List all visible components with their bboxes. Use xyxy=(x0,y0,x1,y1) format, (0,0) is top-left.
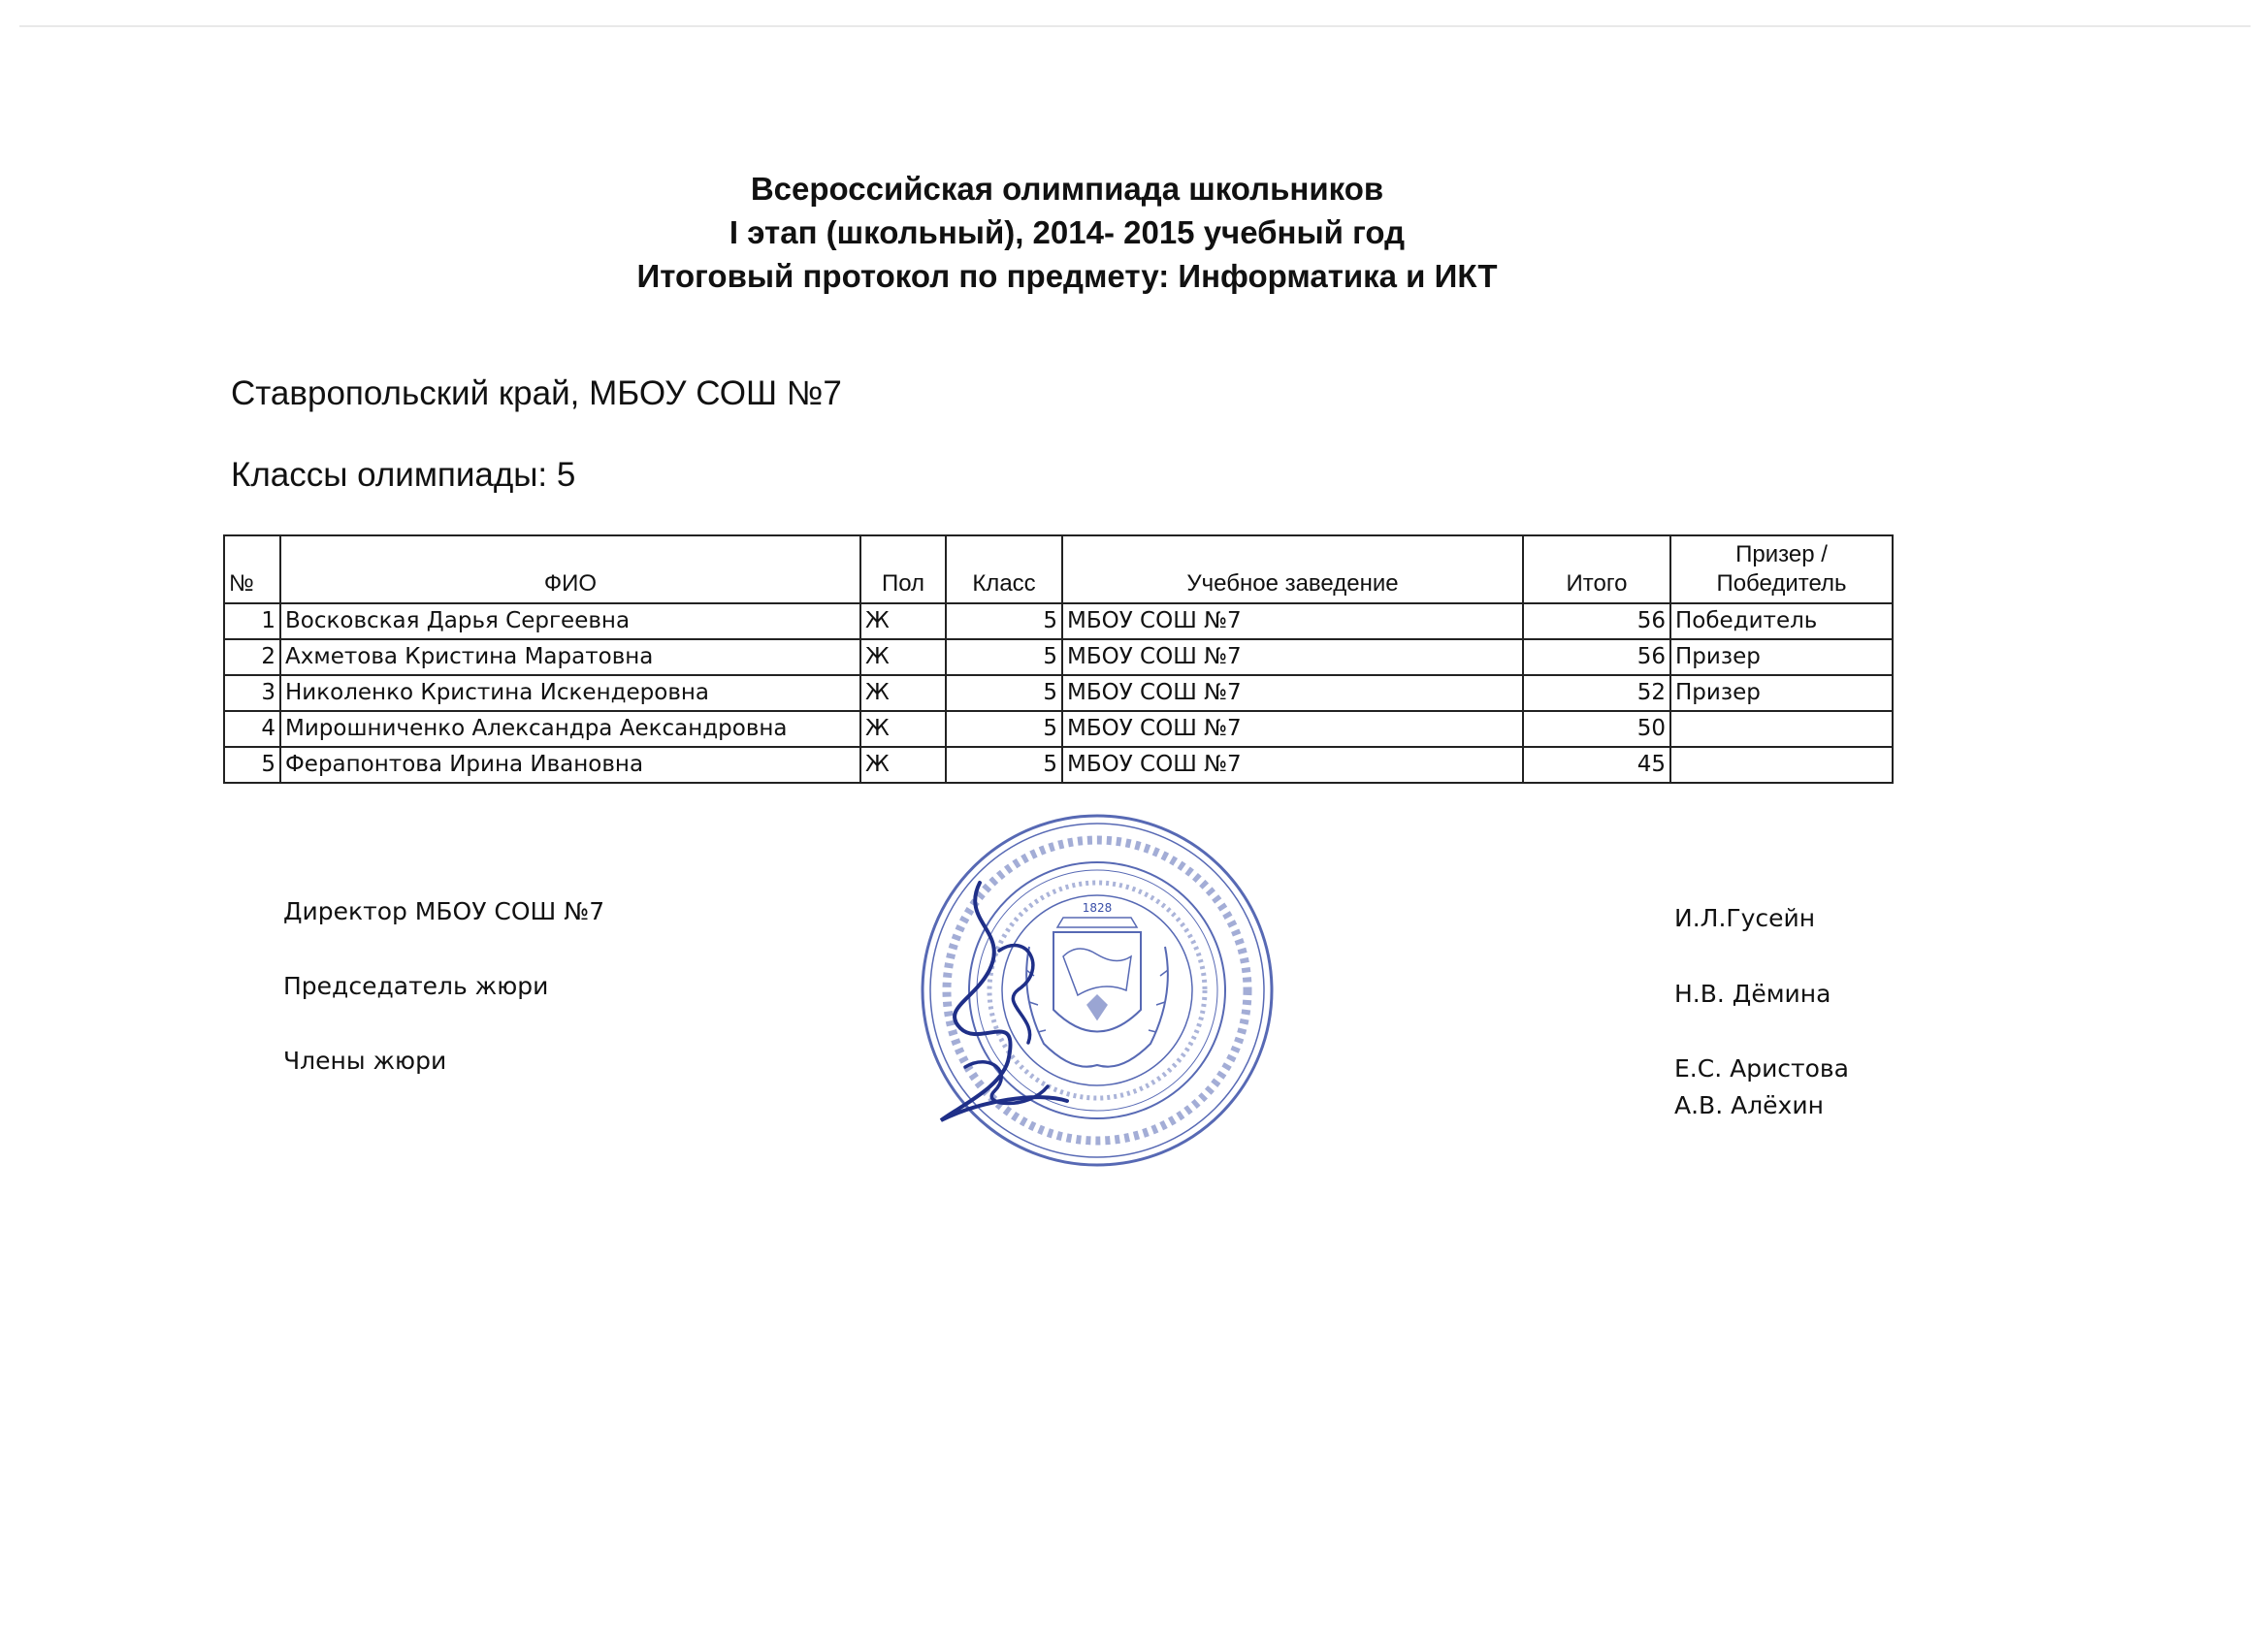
cell-grade: 5 xyxy=(946,639,1062,675)
jury-member-2-name: А.В. Алёхин xyxy=(1674,1091,1824,1119)
cell-num: 3 xyxy=(224,675,280,711)
jury-member-1-name: Е.С. Аристова xyxy=(1674,1054,1849,1083)
scan-edge xyxy=(19,25,2251,27)
director-name: И.Л.Гусейн xyxy=(1674,904,1816,932)
cell-num: 5 xyxy=(224,747,280,783)
cell-status: Победитель xyxy=(1670,603,1893,639)
cell-total: 56 xyxy=(1523,639,1670,675)
table-header-row xyxy=(224,535,1893,603)
table-row xyxy=(224,675,1893,711)
cell-status: Призер xyxy=(1670,639,1893,675)
cell-school: МБОУ СОШ №7 xyxy=(1062,639,1523,675)
cell-sex: Ж xyxy=(860,747,946,783)
cell-school: МБОУ СОШ №7 xyxy=(1062,711,1523,747)
cell-grade: 5 xyxy=(946,711,1062,747)
seal-year: 1828 xyxy=(1082,901,1113,915)
cell-fio: Мирошниченко Александра Аександровна xyxy=(280,711,860,747)
col-header-school: Учебное заведение xyxy=(1062,535,1523,603)
cell-total: 52 xyxy=(1523,675,1670,711)
table-row xyxy=(224,711,1893,747)
cell-num: 4 xyxy=(224,711,280,747)
heading-line-2: I этап (школьный), 2014- 2015 учебный год xyxy=(729,214,1406,250)
region-school-line: Ставропольский край, МБОУ СОШ №7 xyxy=(231,374,842,412)
director-role-label: Директор МБОУ СОШ №7 xyxy=(283,897,605,925)
cell-num: 1 xyxy=(224,603,280,639)
cell-fio: Николенко Кристина Искендеровна xyxy=(280,675,860,711)
cell-school: МБОУ СОШ №7 xyxy=(1062,603,1523,639)
cell-total: 56 xyxy=(1523,603,1670,639)
results-table xyxy=(223,534,1894,784)
col-header-fio: ФИО xyxy=(280,535,860,603)
cell-sex: Ж xyxy=(860,603,946,639)
cell-grade: 5 xyxy=(946,675,1062,711)
cell-fio: Восковская Дарья Сергеевна xyxy=(280,603,860,639)
heading-line-1: Всероссийская олимпиада школьников xyxy=(750,171,1384,207)
cell-grade: 5 xyxy=(946,603,1062,639)
jury-chair-name: Н.В. Дёмина xyxy=(1674,980,1831,1008)
cell-sex: Ж xyxy=(860,639,946,675)
handwritten-signature-icon xyxy=(922,863,1116,1135)
jury-members-role-label: Члены жюри xyxy=(283,1047,447,1075)
cell-status xyxy=(1670,711,1893,747)
col-header-sex: Пол xyxy=(860,535,946,603)
col-header-status-line2: Победитель xyxy=(1716,570,1847,597)
table-row xyxy=(224,639,1893,675)
cell-status xyxy=(1670,747,1893,783)
col-header-status-line1: Призер / xyxy=(1735,541,1828,567)
cell-total: 45 xyxy=(1523,747,1670,783)
cell-sex: Ж xyxy=(860,675,946,711)
jury-chair-role-label: Председатель жюри xyxy=(283,972,549,1000)
cell-sex: Ж xyxy=(860,711,946,747)
table-row xyxy=(224,603,1893,639)
cell-school: МБОУ СОШ №7 xyxy=(1062,747,1523,783)
col-header-status xyxy=(1670,535,1893,603)
cell-fio: Ферапонтова Ирина Ивановна xyxy=(280,747,860,783)
cell-status: Призер xyxy=(1670,675,1893,711)
col-header-num: № xyxy=(224,535,280,603)
col-header-grade: Класс xyxy=(946,535,1062,603)
cell-school: МБОУ СОШ №7 xyxy=(1062,675,1523,711)
olympiad-classes-line: Классы олимпиады: 5 xyxy=(231,456,576,494)
cell-total: 50 xyxy=(1523,711,1670,747)
cell-grade: 5 xyxy=(946,747,1062,783)
cell-fio: Ахметова Кристина Маратовна xyxy=(280,639,860,675)
cell-num: 2 xyxy=(224,639,280,675)
heading-line-3: Итоговый протокол по предмету: Информатика и ИКТ xyxy=(636,258,1498,294)
document-heading xyxy=(0,167,2134,298)
table-row xyxy=(224,747,1893,783)
col-header-total: Итого xyxy=(1523,535,1670,603)
